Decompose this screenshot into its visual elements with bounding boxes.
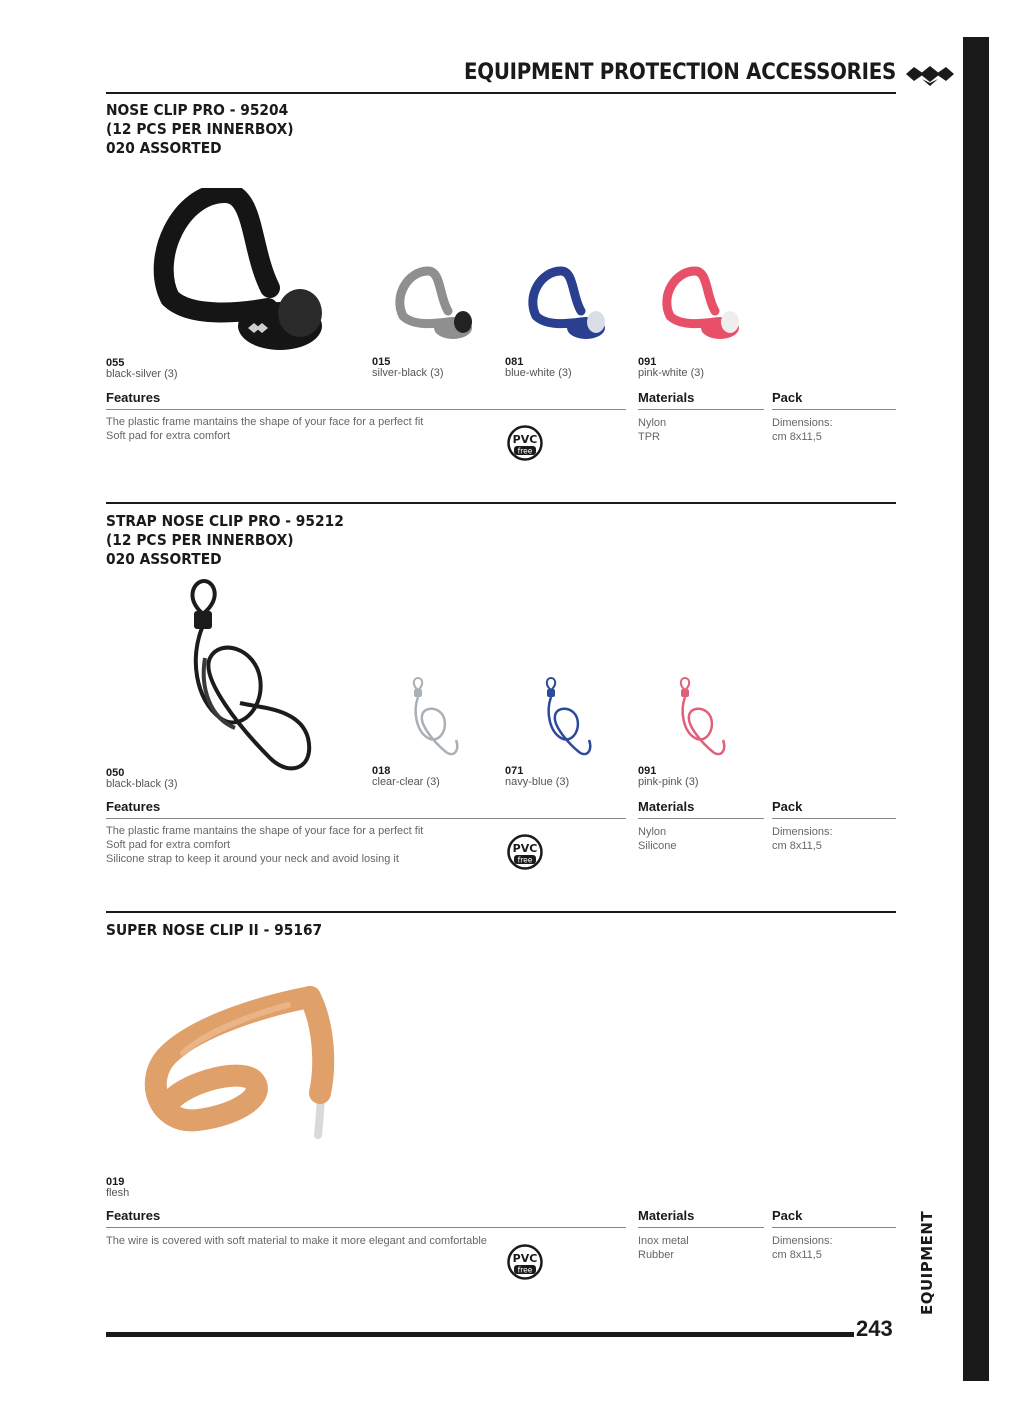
footer-rule	[106, 1332, 854, 1337]
strap-nose-clip-image-black	[180, 578, 320, 780]
strap-nose-clip-image-pink	[675, 676, 727, 758]
product-section-super-nose-clip	[106, 911, 896, 940]
pvc-free-icon	[507, 834, 543, 870]
pack-heading: Pack	[772, 799, 896, 819]
product-subtitle: (12 PCS PER INNERBOX)	[106, 120, 294, 138]
strap-nose-clip-image-navy	[541, 676, 593, 758]
features-heading: Features	[106, 390, 626, 410]
product-section-nose-clip-pro	[106, 101, 896, 158]
page-number: 243	[856, 1316, 893, 1341]
side-bar	[963, 37, 989, 1381]
product-section-strap-nose-clip-pro	[106, 502, 896, 569]
nose-clip-image-black	[150, 188, 330, 358]
product-assortment: 020 ASSORTED	[106, 139, 222, 157]
variant-label: 050 black-black (3)	[106, 767, 178, 790]
materials-list: Inox metal Rubber	[638, 1235, 689, 1261]
features-list: The wire is covered with soft material to make it more elegant and comfortable	[106, 1235, 487, 1247]
side-label: EQUIPMENT	[918, 1210, 936, 1315]
features-heading: Features	[106, 799, 626, 819]
svg-text:PVC: PVC	[512, 842, 538, 855]
pack-heading: Pack	[772, 1208, 896, 1228]
variant-label: 071 navy-blue (3)	[505, 765, 570, 788]
pack-info: Dimensions: cm 8x11,5	[772, 826, 833, 852]
product-title: NOSE CLIP PRO - 95204	[106, 101, 289, 119]
materials-list: Nylon Silicone	[638, 826, 677, 852]
materials-heading: Materials	[638, 1208, 764, 1228]
variant-label: 081 blue-white (3)	[505, 356, 572, 379]
pack-info: Dimensions: cm 8x11,5	[772, 1235, 833, 1261]
variant-label: 091 pink-white (3)	[638, 356, 705, 379]
nose-clip-image-blue	[526, 266, 608, 344]
variant-label: 015 silver-black (3)	[372, 356, 444, 379]
pvc-free-icon	[507, 425, 543, 461]
product-title: SUPER NOSE CLIP II - 95167	[106, 921, 323, 939]
variant-label: 019 flesh	[106, 1176, 130, 1199]
variant-label: 091 pink-pink (3)	[638, 765, 699, 788]
product-title: STRAP NOSE CLIP PRO - 95212	[106, 512, 344, 530]
product-assortment: 020 ASSORTED	[106, 550, 222, 568]
svg-text:PVC: PVC	[512, 1252, 538, 1265]
features-heading: Features	[106, 1208, 626, 1228]
features-list: The plastic frame mantains the shape of your face for a perfect fit Soft pad for extra comfort Silicone strap to keep it around your neck and avoid losing it	[106, 825, 424, 865]
materials-list: Nylon TPR	[638, 417, 667, 443]
svg-text:free: free	[517, 1265, 533, 1275]
svg-text:free: free	[517, 855, 533, 865]
nose-clip-image-silver	[393, 266, 475, 344]
variant-label: 055 black-silver (3)	[106, 357, 178, 380]
page-header	[106, 58, 896, 94]
strap-nose-clip-image-clear	[408, 676, 460, 758]
brand-logo-icon	[904, 64, 956, 88]
materials-heading: Materials	[638, 799, 764, 819]
page-title: EQUIPMENT PROTECTION ACCESSORIES	[464, 60, 896, 85]
nose-clip-image-pink	[660, 266, 742, 344]
pvc-free-icon	[507, 1244, 543, 1280]
super-nose-clip-image-flesh	[138, 985, 338, 1147]
variant-label: 018 clear-clear (3)	[372, 765, 440, 788]
product-subtitle: (12 PCS PER INNERBOX)	[106, 531, 294, 549]
pack-info: Dimensions: cm 8x11,5	[772, 417, 833, 443]
features-list: The plastic frame mantains the shape of your face for a perfect fit Soft pad for extra comfort	[106, 416, 424, 442]
pack-heading: Pack	[772, 390, 896, 410]
svg-text:PVC: PVC	[512, 433, 538, 446]
svg-text:free: free	[517, 446, 533, 456]
materials-heading: Materials	[638, 390, 764, 410]
